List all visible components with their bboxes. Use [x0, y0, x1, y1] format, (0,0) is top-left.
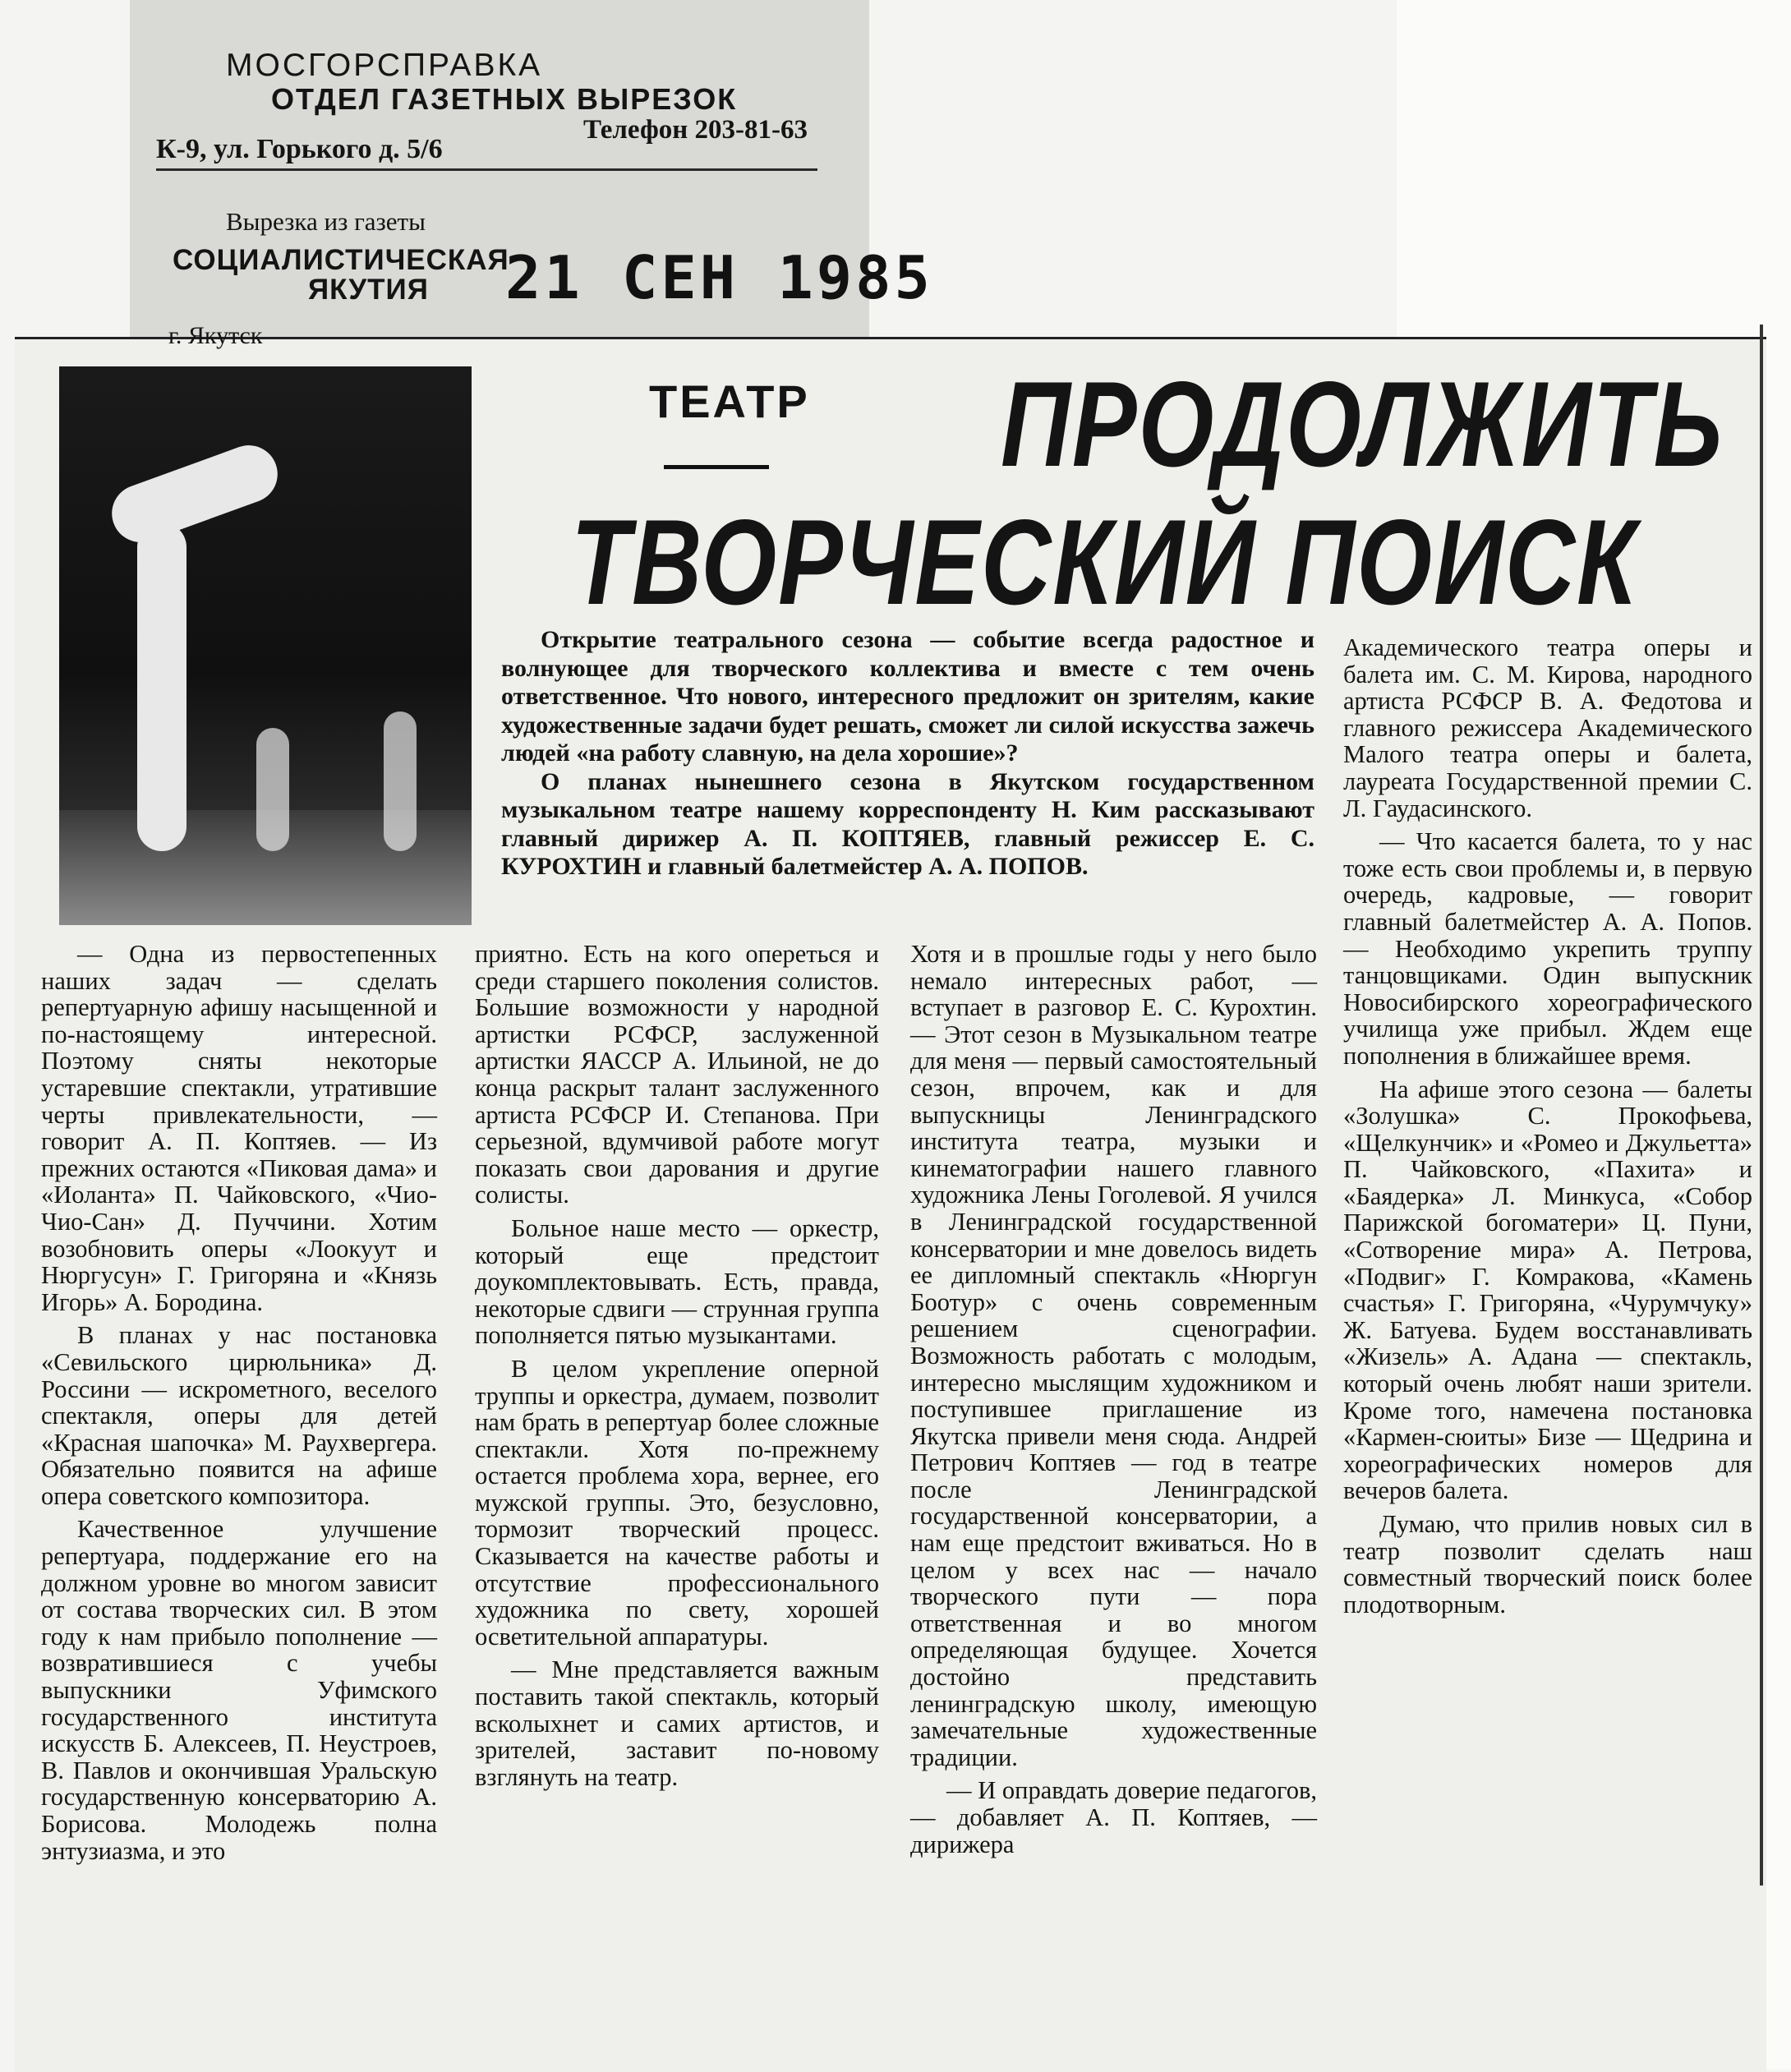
background-dancer-figure: [384, 711, 417, 851]
background-dancer-figure: [256, 728, 289, 851]
lead-paragraph: Открытие театрального сезона — событие всегда радостное и волнующее для творческого коллектива и вместе с тем очень ответственное. Что нового, интересного предложит он зрителям, какие художественные задачи будет решать, сможет ли силой искусства зажечь людей «на работу славную, на дела хорошие»?: [501, 626, 1314, 767]
article-lead: [501, 626, 1314, 882]
section-label: ТЕАТР: [649, 375, 810, 427]
date-stamp: 21 СЕН 1985: [505, 243, 933, 312]
paragraph: — И оправдать доверие педагогов, — добавляет А. П. Коптяев, — дирижера: [910, 1776, 1317, 1858]
ballet-photo: [59, 366, 472, 925]
lifted-dancer-figure: [104, 437, 285, 550]
agency-address: К-9, ул. Горького д. 5/6: [156, 134, 443, 164]
headline-line1: ПРОДОЛЖИТЬ: [1001, 357, 1724, 493]
paragraph: Думаю, что прилив новых сил в театр позволит сделать наш совместный творческий поиск более плодотворным.: [1343, 1510, 1752, 1618]
paragraph: Академического театра оперы и балета им. С. М. Кирова, народного артиста РСФСР В. А. Федотова и главного режиссера Академического Малого театра оперы и балета, лауреата Государственной премии С. Л. Гаудасинского.: [1343, 633, 1752, 822]
paragraph: Больное наше место — оркестр, который еще предстоит доукомплектовывать. Есть, правда, некоторые сдвиги — струнная группа пополняется пятью музыкантами.: [475, 1213, 879, 1350]
clip-label: Вырезка из газеты: [226, 207, 426, 236]
phone-number: Телефон 203-81-63: [583, 115, 808, 145]
headline-line2: ТВОРЧЕСКИЙ ПОИСК: [571, 495, 1638, 631]
paragraph: Хотя и в прошлые годы у него было немало интересных работ, — вступает в разговор Е. С. Курохтин. — Этот сезон в Музыкальном театре для меня — первый самостоятельный сезон, впрочем, как и для выпускницы Ленинградского института театра, музыки и кинематографии нашего главного художника Лены Гоголевой. Я учился в Ленинградской государственной консерватории и мне довелось видеть ее дипломный спектакль «Нюргун Боотур» с очень современным решением сценографии. Возможность работать с молодым, интересно мыслящим художником и поступившее приглашение из Якутска привели меня сюда. Андрей Петрович Коптяев — год в театре после Ленинградской государственной консерватории, а нам еще предстоит вживаться. Но в целом у всех нас — начало творческого пути — пора ответственная и во многом определяющая будущее. Хочется достойно представить ленинградскую школу, имеющую замечательные художественные традиции.: [910, 940, 1317, 1771]
paragraph: На афише этого сезона — балеты «Золушка» С. Прокофьева, «Щелкунчик» и «Ромео и Джульетта» П. Чайковского, «Пахита» и «Баядерка» Л. Минкуса, «Собор Парижской богоматери» Ц. Пуни, «Сотворение мира» А. Петрова, «Подвиг» Г. Комракова, «Камень счастья» Г. Григоряна, «Чурумчуку» Ж. Батуева. Будем восстанавливать «Жизель» А. Адана — спектакль, который очень любят наши зрители. Кроме того, намечена постановка «Кармен-сюиты» Бизе — Щедрина и хореографических номеров для вечеров балета.: [1343, 1075, 1752, 1505]
paragraph: — Одна из первостепенных наших задач — сделать репертуарную афишу насыщенной и по-настоящему интересной. Поэтому сняты некоторые устаревшие спектакли, утратившие черты привлекательности, — говорит А. П. Коптяев. — Из прежних остаются «Пиковая дама» и «Иоланта» П. Чайковского, «Чио-Чио-Сан» Д. Пуччини. Хотим возобновить оперы «Лоокуут и Нюргусун» Г. Григоряна и «Князь Игорь» А. Бородина.: [41, 940, 437, 1316]
paragraph: — Мне представляется важным поставить такой спектакль, который всколыхнет и самих артистов, и зрителей, заставит по-новому взглянуть на театр.: [475, 1655, 879, 1791]
agency-name: МОСГОРСПРАВКА: [226, 48, 543, 83]
paragraph: В целом укрепление оперной труппы и оркестра, думаем, позволит нам брать в репертуар более сложные спектакли. Хотя по-прежнему остается проблема хора, вернее, его мужской группы. Это, безусловно, тормозит творческий процесс. Сказывается на качестве работы и отсутствие профессионального художника по свету, хорошей осветительной аппаратуры.: [475, 1354, 879, 1651]
paragraph: приятно. Есть на кого опереться и среди старшего поколения солистов. Большие возможности у народной артистки РСФСР, заслуженной артистки ЯАССР А. Ильиной, не до конца раскрыт талант заслуженного артиста РСФСР И. Степанова. При серьезной, вдумчивой работе могут показать свои дарования и другие солисты.: [475, 940, 879, 1209]
section-underline: [664, 465, 769, 469]
article-column-4: [1343, 634, 1752, 1624]
article-column-3: [910, 941, 1317, 1864]
article-column-1: [41, 941, 437, 1871]
lead-paragraph: О планах нынешнего сезона в Якутском государственном музыкальном театре нашему корреспонденту Н. Ким рассказывают главный дирижер А. П. КОПТЯЕВ, главный режиссер Е. С. КУРОХТИН и главный балетмейстер А. А. ПОПОВ.: [501, 767, 1314, 880]
article-column-2: [475, 941, 879, 1797]
clipping-edge: [1760, 325, 1763, 1886]
paragraph: В планах у нас постановка «Севильского цирюльника» Д. Россини — искрометного, веселого спектакля, оперы для детей «Красная шапочка» М. Раухвергера. Обязательно появится на афише опера советского композитора.: [41, 1321, 437, 1510]
city-label: г. Якутск: [168, 322, 263, 349]
newspaper-name-line2: ЯКУТИЯ: [308, 274, 429, 306]
dancer-figure: [137, 523, 186, 851]
paragraph: — Что касается балета, то у нас тоже есть свои проблемы и, в первую очередь, кадровые, — говорит главный балетмейстер А. А. Попов. — Необходимо укрепить труппу танцовщиками. Один выпускник Новосибирского хореографического училища уже прибыл. Ждем еще пополнения в ближайшее время.: [1343, 827, 1752, 1070]
paragraph: Качественное улучшение репертуара, поддержание его на должном уровне во многом зависит от состава творческих сил. В этом году к нам прибыло пополнение — возвратившиеся с учебы выпускники Уфимского государственного института искусств Б. Алексеев, П. Неустроев, В. Павлов и окончившая Уральскую государственную консерваторию А. Борисова. Молодежь полна энтузиазма, и это: [41, 1515, 437, 1865]
department-name: ОТДЕЛ ГАЗЕТНЫХ ВЫРЕЗОК: [271, 82, 738, 116]
newspaper-name-line1: СОЦИАЛИСТИЧЕСКАЯ: [173, 244, 509, 276]
header-divider: [156, 168, 817, 171]
